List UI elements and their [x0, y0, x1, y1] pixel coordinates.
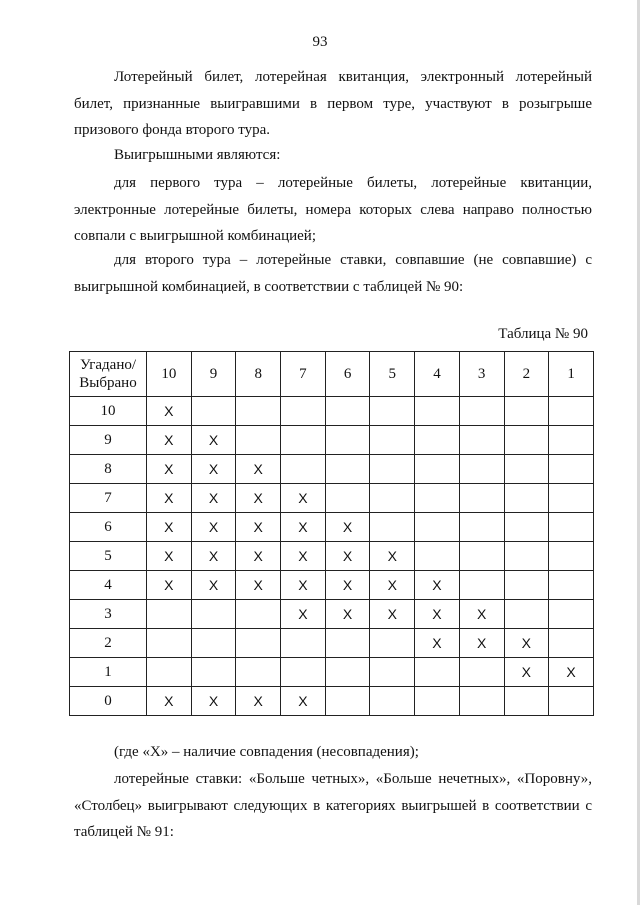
- column-header: 10: [147, 352, 192, 397]
- table-cell: [504, 687, 549, 716]
- table-cell: X: [147, 455, 192, 484]
- table-cell: [549, 629, 594, 658]
- table-cell: [459, 484, 504, 513]
- table-cell: X: [281, 484, 326, 513]
- table-cell: [459, 455, 504, 484]
- table-cell: X: [147, 542, 192, 571]
- page-number: 93: [312, 34, 328, 50]
- row-label: 1: [70, 658, 147, 687]
- table-cell: [147, 629, 192, 658]
- table-cell: X: [236, 455, 281, 484]
- table-cell: [504, 397, 549, 426]
- table-cell: [549, 687, 594, 716]
- table-row: [70, 658, 594, 687]
- table-cell: [370, 513, 415, 542]
- table-cell: X: [281, 571, 326, 600]
- column-header: 8: [236, 352, 281, 397]
- paragraph-lottery-ticket: Лотерейный билет, лотерейная квитанция, электронный лотерейный билет, признанные выигравшими в первом туре, участвуют в розыгрыше призового фонда второго тура.: [74, 69, 592, 138]
- table-cell: X: [415, 629, 460, 658]
- row-label: 9: [70, 426, 147, 455]
- table-cell: [459, 397, 504, 426]
- paragraph-winning-intro: Выигрышными являются:: [114, 147, 281, 163]
- table-cell: [236, 397, 281, 426]
- table-cell: X: [281, 600, 326, 629]
- paragraph-first-round: для первого тура – лотерейные билеты, лотерейные квитанции, электронные лотерейные билеты, номера которых слева направо полностью совпали с выигрышной комбинацией;: [74, 175, 592, 244]
- table-row: [70, 426, 594, 455]
- table-cell: [459, 513, 504, 542]
- paragraph-second-round: для второго тура – лотерейные ставки, совпавшие (не совпавшие) с выигрышной комбинацией, в соответствии с таблицей № 90:: [74, 252, 592, 295]
- table-cell: [415, 397, 460, 426]
- table-cell: [370, 455, 415, 484]
- table-cell: [504, 542, 549, 571]
- table-cell: X: [147, 571, 192, 600]
- table-cell: X: [147, 484, 192, 513]
- table-cell: X: [191, 513, 236, 542]
- table-cell: [549, 542, 594, 571]
- paragraph-legend: (где «X» – наличие совпадения (несовпадения);: [114, 744, 419, 760]
- table-cell: [549, 426, 594, 455]
- table-cell: [281, 397, 326, 426]
- table-cell: [325, 687, 370, 716]
- table-cell: X: [147, 397, 192, 426]
- table-cell: [236, 426, 281, 455]
- row-label: 5: [70, 542, 147, 571]
- table-row: [70, 484, 594, 513]
- table-cell: X: [459, 600, 504, 629]
- table-cell: [325, 484, 370, 513]
- table-cell: [370, 629, 415, 658]
- table-cell: [549, 455, 594, 484]
- table-cell: [549, 513, 594, 542]
- table-cell: [281, 455, 326, 484]
- table-cell: [415, 484, 460, 513]
- table-cell: [415, 687, 460, 716]
- table-cell: X: [191, 571, 236, 600]
- table-cell: [191, 397, 236, 426]
- column-header: 5: [370, 352, 415, 397]
- row-label: 7: [70, 484, 147, 513]
- column-header: 9: [191, 352, 236, 397]
- table-cell: X: [191, 687, 236, 716]
- table-cell: X: [415, 571, 460, 600]
- table-cell: [370, 426, 415, 455]
- table-cell: X: [549, 658, 594, 687]
- table-cell: [504, 426, 549, 455]
- table-cell: [370, 397, 415, 426]
- match-table: [69, 351, 594, 716]
- table-row: [70, 542, 594, 571]
- column-header: 2: [504, 352, 549, 397]
- table-cell: [459, 687, 504, 716]
- table-cell: X: [504, 629, 549, 658]
- row-label: 2: [70, 629, 147, 658]
- table-cell: X: [325, 571, 370, 600]
- row-label: 10: [70, 397, 147, 426]
- table-cell: X: [191, 426, 236, 455]
- table-row: [70, 687, 594, 716]
- table-cell: X: [236, 687, 281, 716]
- row-label: 3: [70, 600, 147, 629]
- table-cell: [504, 455, 549, 484]
- table-row: [70, 600, 594, 629]
- table-cell: X: [191, 542, 236, 571]
- table-row: [70, 455, 594, 484]
- table-cell: X: [191, 484, 236, 513]
- table-cell: [504, 513, 549, 542]
- column-header: 4: [415, 352, 460, 397]
- table-cell: [147, 600, 192, 629]
- table-cell: [281, 426, 326, 455]
- table-cell: X: [325, 542, 370, 571]
- table-cell: [236, 658, 281, 687]
- corner-header: Угадано/ Выбрано: [70, 352, 147, 397]
- table-cell: [549, 484, 594, 513]
- table-cell: [459, 571, 504, 600]
- table-cell: [370, 687, 415, 716]
- table-cell: [504, 484, 549, 513]
- table-body: [70, 397, 594, 716]
- table-cell: [504, 600, 549, 629]
- row-label: 0: [70, 687, 147, 716]
- table-header-row: [70, 352, 594, 397]
- table-cell: [325, 658, 370, 687]
- table-cell: [147, 658, 192, 687]
- table-cell: X: [147, 513, 192, 542]
- table-cell: [191, 629, 236, 658]
- table-cell: [549, 600, 594, 629]
- table-cell: [325, 455, 370, 484]
- table-cell: X: [236, 542, 281, 571]
- table-cell: X: [281, 687, 326, 716]
- table-cell: [504, 571, 549, 600]
- paragraph-bets: лотерейные ставки: «Больше четных», «Больше нечетных», «Поровну», «Столбец» выигрывают следующих в категориях выигрышей в соответствии с таблицей № 91:: [74, 771, 592, 840]
- table-cell: [415, 455, 460, 484]
- column-header: 1: [549, 352, 594, 397]
- table-cell: [281, 629, 326, 658]
- table-cell: X: [147, 426, 192, 455]
- table-cell: [191, 658, 236, 687]
- table-cell: [281, 658, 326, 687]
- table-cell: X: [325, 600, 370, 629]
- table-row: [70, 629, 594, 658]
- table-cell: [236, 600, 281, 629]
- table-cell: X: [504, 658, 549, 687]
- table-cell: X: [191, 455, 236, 484]
- table-cell: [325, 426, 370, 455]
- row-label: 8: [70, 455, 147, 484]
- table-cell: [459, 658, 504, 687]
- table-caption: Таблица № 90: [498, 326, 588, 342]
- table-cell: [459, 426, 504, 455]
- table-cell: [415, 513, 460, 542]
- column-header: 3: [459, 352, 504, 397]
- table-cell: X: [459, 629, 504, 658]
- table-cell: X: [281, 513, 326, 542]
- column-header: 6: [325, 352, 370, 397]
- table-cell: X: [236, 484, 281, 513]
- table-cell: X: [236, 513, 281, 542]
- table-cell: [370, 484, 415, 513]
- table-cell: X: [415, 600, 460, 629]
- table-cell: [415, 658, 460, 687]
- table-cell: [370, 658, 415, 687]
- table-cell: X: [370, 600, 415, 629]
- table-cell: [191, 600, 236, 629]
- table-cell: [236, 629, 281, 658]
- table-row: [70, 571, 594, 600]
- table-cell: [415, 542, 460, 571]
- row-label: 4: [70, 571, 147, 600]
- table-cell: [325, 397, 370, 426]
- table-row: [70, 397, 594, 426]
- table-row: [70, 513, 594, 542]
- table-cell: X: [236, 571, 281, 600]
- table-cell: X: [370, 542, 415, 571]
- table-cell: X: [147, 687, 192, 716]
- table-cell: [325, 629, 370, 658]
- column-header: 7: [281, 352, 326, 397]
- table-cell: [549, 397, 594, 426]
- row-label: 6: [70, 513, 147, 542]
- table-cell: [459, 542, 504, 571]
- table-cell: X: [325, 513, 370, 542]
- table-cell: [415, 426, 460, 455]
- table-cell: X: [370, 571, 415, 600]
- table-cell: [549, 571, 594, 600]
- table-cell: X: [281, 542, 326, 571]
